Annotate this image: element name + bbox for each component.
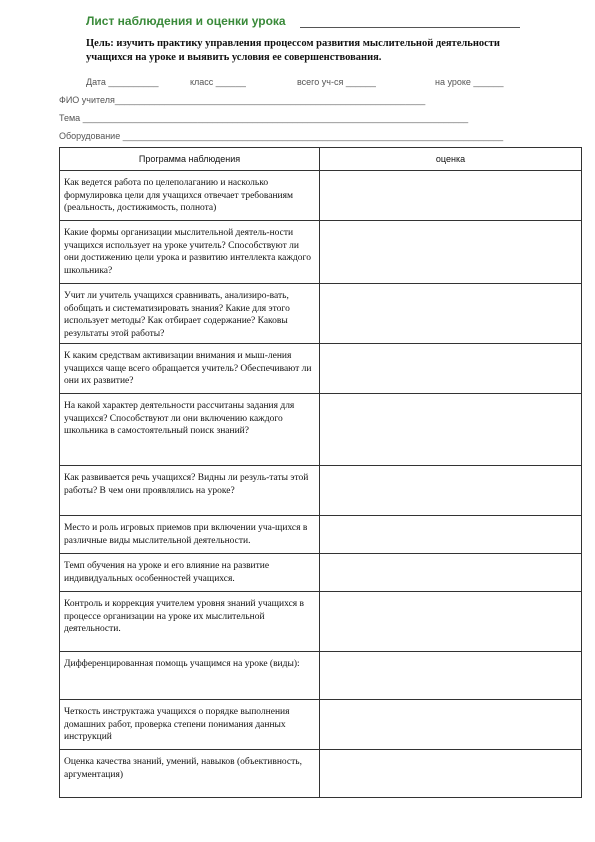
observation-item: Темп обучения на уроке и его влияние на развитие индивидуальных особенностей учащихся.: [60, 554, 320, 592]
present-students-field[interactable]: на уроке ______: [435, 77, 504, 87]
observation-table: [59, 147, 582, 798]
table-row: [60, 700, 582, 750]
score-cell[interactable]: [320, 171, 582, 221]
lesson-goal: Цель: изучить практику управления процессом развития мыслительной деятельности учащихся на уроке и выявить условия ее совершенствования.: [86, 38, 500, 63]
score-cell[interactable]: [320, 221, 582, 284]
table-row: [60, 284, 582, 344]
observation-item: Оценка качества знаний, умений, навыков (объективность, аргументация): [60, 750, 320, 798]
score-cell[interactable]: [320, 554, 582, 592]
table-row: [60, 394, 582, 466]
observation-item: Дифференцированная помощь учащимся на уроке (виды):: [60, 652, 320, 700]
observation-item: К каким средствам активизации внимания и мыш-ления учащихся чаще всего обращается учитель? Обеспечивают ли они их развитие?: [60, 344, 320, 394]
score-cell[interactable]: [320, 700, 582, 750]
observation-item: Место и роль игровых приемов при включении уча-щихся в различные виды мыслительной деятельности.: [60, 516, 320, 554]
table-row: [60, 344, 582, 394]
observation-item: Четкость инструктажа учащихся о порядке выполнения домашних работ, проверка степени понимания данных инструкций: [60, 700, 320, 750]
observation-item: Как ведется работа по целеполаганию и насколько формулировка цели для учащихся отвечает требованиям (реальность, достижимость, полнота): [60, 171, 320, 221]
observation-item: На какой характер деятельности рассчитаны задания для учащихся? Способствуют ли они включению каждого школьника в самостоятельный поиск знаний?: [60, 394, 320, 466]
score-cell[interactable]: [320, 652, 582, 700]
observation-item: Контроль и коррекция учителем уровня знаний учащихся в процессе организации на уроке их мыслительной деятельности.: [60, 592, 320, 652]
table-row: [60, 516, 582, 554]
score-cell[interactable]: [320, 466, 582, 516]
observation-item: Как развивается речь учащихся? Видны ли резуль-таты этой работы? В чем они проявлялись на уроке?: [60, 466, 320, 516]
column-header-program: Программа наблюдения: [60, 148, 320, 171]
table-row: [60, 652, 582, 700]
table-header-row: [60, 148, 582, 171]
table-row: [60, 221, 582, 284]
score-cell[interactable]: [320, 344, 582, 394]
score-cell[interactable]: [320, 394, 582, 466]
score-cell[interactable]: [320, 750, 582, 798]
observation-item: Учит ли учитель учащихся сравнивать, анализиро-вать, обобщать и систематизировать знания? Какие для этого использует методы? Как отбирает содержание? Каковы результаты этой работы?: [60, 284, 320, 344]
score-cell[interactable]: [320, 284, 582, 344]
page-title: Лист наблюдения и оценки урока: [86, 14, 286, 28]
score-cell[interactable]: [320, 592, 582, 652]
table-row: [60, 554, 582, 592]
observation-item: Какие формы организации мыслительной деятель-ности учащихся использует на уроке учитель? Способствуют ли они достижению цели урока и развитию интеллекта каждого школьника?: [60, 221, 320, 284]
topic-field[interactable]: Тема _____________________________________________________________________________: [59, 113, 469, 123]
total-students-field[interactable]: всего уч-ся ______: [297, 77, 376, 87]
equipment-field[interactable]: Оборудование ____________________________________________________________________________: [59, 131, 504, 141]
score-cell[interactable]: [320, 516, 582, 554]
class-field[interactable]: класс ______: [190, 77, 246, 87]
table-row: [60, 466, 582, 516]
title-underline: [300, 27, 520, 28]
table-row: [60, 592, 582, 652]
teacher-name-field[interactable]: ФИО учителя______________________________________________________________: [59, 95, 426, 105]
column-header-score: оценка: [320, 148, 582, 171]
table-row: [60, 750, 582, 798]
date-field[interactable]: Дата __________: [86, 77, 159, 87]
table-row: [60, 171, 582, 221]
